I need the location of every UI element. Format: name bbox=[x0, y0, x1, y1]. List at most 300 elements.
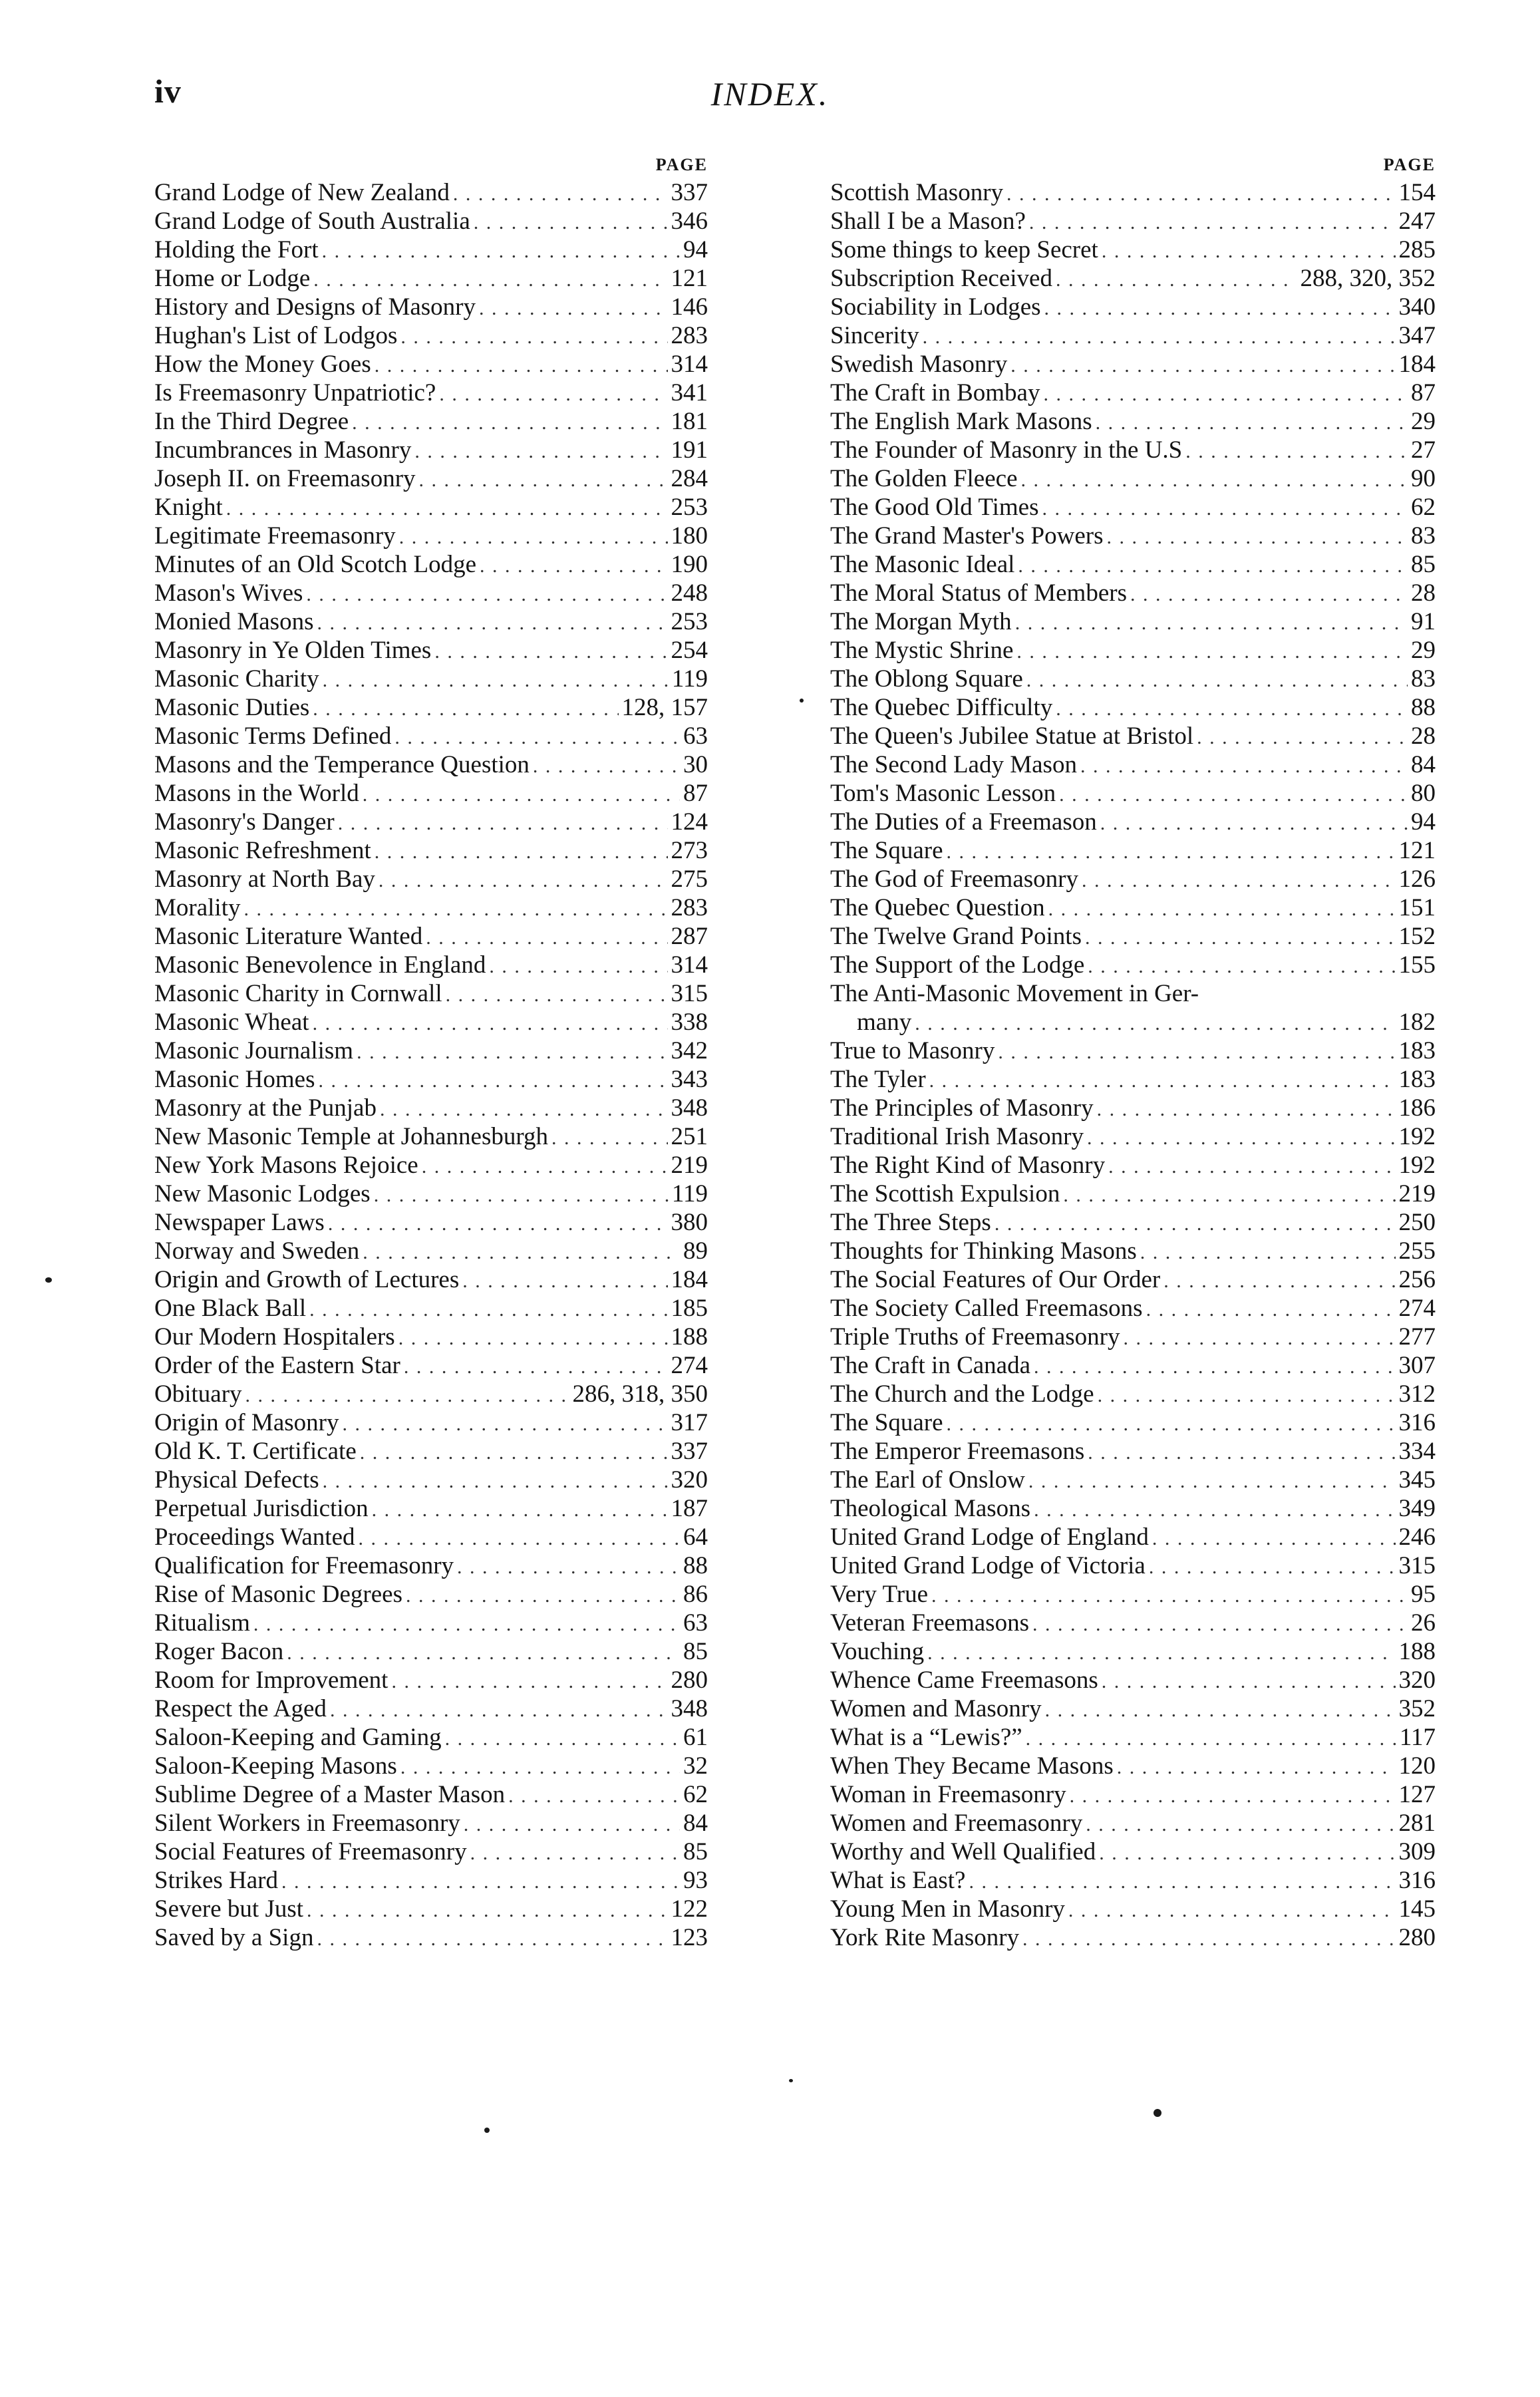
entry-page-number: 85 bbox=[683, 1838, 708, 1865]
index-entry bbox=[830, 1151, 1436, 1180]
dot-leader bbox=[1185, 437, 1408, 466]
entry-title: Veteran Freemasons bbox=[830, 1609, 1029, 1637]
entry-page-number: 254 bbox=[671, 637, 708, 664]
entry-page-number: 121 bbox=[671, 265, 708, 292]
entry-page-number: 250 bbox=[1398, 1209, 1436, 1236]
index-entry bbox=[154, 750, 708, 779]
dot-leader bbox=[309, 1295, 667, 1324]
entry-title: The Morgan Myth bbox=[830, 608, 1012, 635]
entry-page-number: 188 bbox=[1398, 1638, 1436, 1665]
entry-title: Our Modern Hospitalers bbox=[154, 1323, 395, 1351]
index-entry bbox=[154, 1580, 708, 1609]
dot-leader bbox=[313, 265, 667, 294]
entry-page-number: 87 bbox=[683, 780, 708, 807]
index-entry bbox=[830, 779, 1436, 808]
dot-leader bbox=[359, 1524, 680, 1553]
entry-page-number: 85 bbox=[683, 1638, 708, 1665]
entry-page-number: 154 bbox=[1398, 179, 1436, 206]
dot-leader bbox=[995, 1209, 1396, 1238]
dot-leader bbox=[1097, 1095, 1396, 1124]
index-entry bbox=[154, 1551, 708, 1580]
dot-leader bbox=[931, 1581, 1408, 1610]
dot-leader bbox=[363, 1238, 680, 1267]
entry-page-number: 145 bbox=[1398, 1895, 1436, 1923]
entry-page-number: 29 bbox=[1411, 408, 1436, 435]
index-entry bbox=[154, 1408, 708, 1437]
entry-page-number: 128, 157 bbox=[621, 694, 708, 721]
dot-leader bbox=[313, 1009, 668, 1038]
index-entry bbox=[830, 579, 1436, 607]
entry-page-number: 317 bbox=[671, 1409, 708, 1436]
entry-page-number: 338 bbox=[671, 1009, 708, 1036]
index-entry bbox=[830, 1723, 1436, 1752]
index-entry bbox=[830, 665, 1436, 693]
entry-title: How the Money Goes bbox=[154, 351, 371, 378]
index-entry bbox=[830, 264, 1436, 293]
entry-page-number: 309 bbox=[1398, 1838, 1436, 1865]
entry-title: Subscription Received bbox=[830, 265, 1052, 292]
entry-page-number: 146 bbox=[671, 293, 708, 321]
entry-page-number: 151 bbox=[1398, 894, 1436, 921]
dot-leader bbox=[338, 809, 668, 838]
entry-title: Swedish Masonry bbox=[830, 351, 1008, 378]
dot-leader bbox=[1028, 1467, 1396, 1496]
entry-title: The Scottish Expulsion bbox=[830, 1180, 1060, 1207]
entry-page-number: 28 bbox=[1411, 722, 1436, 750]
index-entry bbox=[154, 693, 708, 722]
dot-leader bbox=[1088, 1438, 1395, 1467]
entry-title: Masonry in Ye Olden Times bbox=[154, 637, 432, 664]
print-speck bbox=[800, 699, 804, 703]
entry-page-number: 119 bbox=[671, 1180, 708, 1207]
entry-title: One Black Ball bbox=[154, 1295, 307, 1322]
dot-leader bbox=[439, 380, 667, 408]
entry-page-number: 320 bbox=[1398, 1667, 1436, 1694]
index-column-right bbox=[830, 152, 1436, 1952]
dot-leader bbox=[1059, 780, 1408, 809]
index-entry bbox=[830, 722, 1436, 750]
entry-page-number: 182 bbox=[1398, 1009, 1436, 1036]
entry-title: Masonry's Danger bbox=[154, 808, 335, 836]
entry-page-number: 287 bbox=[671, 923, 708, 950]
entry-page-number: 90 bbox=[1411, 465, 1436, 492]
entry-page-number: 121 bbox=[1398, 837, 1436, 864]
index-entry bbox=[154, 1265, 708, 1294]
entry-title: Thoughts for Thinking Masons bbox=[830, 1237, 1137, 1265]
index-entry bbox=[154, 979, 708, 1008]
index-entry bbox=[830, 1294, 1436, 1323]
dot-leader bbox=[1087, 1124, 1396, 1152]
dot-leader bbox=[422, 1152, 668, 1181]
index-entry bbox=[830, 550, 1436, 579]
index-entry-list bbox=[154, 178, 708, 1952]
entry-page-number: 122 bbox=[671, 1895, 708, 1923]
index-entry bbox=[830, 1351, 1436, 1380]
index-entry bbox=[830, 1180, 1436, 1208]
entry-title: Tom's Masonic Lesson bbox=[830, 780, 1056, 807]
entry-page-number: 183 bbox=[1398, 1037, 1436, 1064]
entry-title: Minutes of an Old Scotch Lodge bbox=[154, 551, 476, 578]
dot-leader bbox=[1006, 180, 1395, 208]
entry-page-number: 64 bbox=[683, 1523, 708, 1551]
entry-title: What is East? bbox=[830, 1867, 966, 1894]
entry-title: The Second Lady Mason bbox=[830, 751, 1077, 778]
index-entry bbox=[830, 236, 1436, 264]
index-entry bbox=[154, 808, 708, 836]
index-entry bbox=[154, 464, 708, 493]
page-column-label: PAGE bbox=[1383, 155, 1436, 174]
index-entry bbox=[830, 1752, 1436, 1780]
index-entry bbox=[830, 1694, 1436, 1723]
entry-page-number: 334 bbox=[1398, 1438, 1436, 1465]
index-entry bbox=[154, 722, 708, 750]
dot-leader bbox=[1102, 237, 1396, 265]
entry-page-number: 280 bbox=[671, 1667, 708, 1694]
entry-page-number: 347 bbox=[1398, 322, 1436, 349]
entry-title: Masonic Terms Defined bbox=[154, 722, 392, 750]
entry-title: The Good Old Times bbox=[830, 494, 1039, 521]
dot-leader bbox=[419, 466, 668, 494]
dot-leader bbox=[1068, 1896, 1396, 1925]
dot-leader bbox=[1080, 752, 1408, 780]
index-entry bbox=[154, 1151, 708, 1180]
entry-page-number: 274 bbox=[671, 1352, 708, 1379]
entry-page-number: 314 bbox=[671, 951, 708, 979]
entry-title: Perpetual Jurisdiction bbox=[154, 1495, 369, 1522]
entry-page-number: 89 bbox=[683, 1237, 708, 1265]
entry-page-number: 192 bbox=[1398, 1123, 1436, 1150]
index-entry bbox=[154, 1752, 708, 1780]
index-entry bbox=[154, 951, 708, 979]
dot-leader bbox=[1102, 1667, 1396, 1696]
page-number: iv bbox=[154, 73, 182, 110]
entry-title: Origin and Growth of Lectures bbox=[154, 1266, 460, 1293]
dot-leader bbox=[998, 1038, 1395, 1066]
dot-leader bbox=[319, 1066, 668, 1095]
index-entry bbox=[154, 1809, 708, 1838]
index-entry bbox=[830, 1609, 1436, 1637]
entry-title: Masons and the Temperance Question bbox=[154, 751, 530, 778]
dot-leader bbox=[317, 609, 667, 637]
index-entry bbox=[154, 1180, 708, 1208]
entry-title: Sociability in Lodges bbox=[830, 293, 1041, 321]
dot-leader bbox=[1043, 380, 1408, 408]
index-entry bbox=[154, 1237, 708, 1265]
index-entry bbox=[154, 1294, 708, 1323]
dot-leader bbox=[394, 723, 680, 752]
index-entry bbox=[830, 464, 1436, 493]
entry-title: The Quebec Question bbox=[830, 894, 1045, 921]
entry-page-number: 85 bbox=[1411, 551, 1436, 578]
dot-leader bbox=[1099, 1839, 1395, 1867]
entry-title: Rise of Masonic Degrees bbox=[154, 1581, 402, 1608]
dot-leader bbox=[1098, 1381, 1396, 1410]
dot-leader bbox=[1056, 695, 1408, 723]
dot-leader bbox=[374, 1181, 669, 1209]
index-entry bbox=[830, 493, 1436, 522]
entry-page-number: 274 bbox=[1398, 1295, 1436, 1322]
dot-leader bbox=[1100, 809, 1408, 838]
entry-page-number: 191 bbox=[671, 436, 708, 464]
dot-leader bbox=[328, 1209, 668, 1238]
entry-title: The Golden Fleece bbox=[830, 465, 1018, 492]
index-entry bbox=[830, 407, 1436, 436]
dot-leader bbox=[1032, 1610, 1408, 1639]
entry-title-continued: many bbox=[857, 1009, 912, 1036]
entry-title: Is Freemasonry Unpatriotic? bbox=[154, 379, 436, 406]
entry-page-number: 348 bbox=[671, 1695, 708, 1722]
entry-title: Legitimate Freemasonry bbox=[154, 522, 396, 550]
entry-page-number: 247 bbox=[1398, 208, 1436, 235]
entry-title: Very True bbox=[830, 1581, 928, 1608]
index-entry bbox=[154, 236, 708, 264]
index-entry bbox=[154, 321, 708, 350]
dot-leader bbox=[1086, 1810, 1395, 1839]
dot-leader bbox=[1026, 666, 1408, 695]
entry-title: Scottish Masonry bbox=[830, 179, 1004, 206]
entry-title: The Anti-Masonic Movement in Ger- bbox=[830, 980, 1199, 1007]
dot-leader bbox=[1085, 923, 1396, 952]
entry-page-number: 120 bbox=[1398, 1752, 1436, 1780]
index-entry bbox=[154, 665, 708, 693]
entry-page-number: 124 bbox=[671, 808, 708, 836]
index-entry bbox=[154, 1122, 708, 1151]
entry-page-number: 343 bbox=[671, 1066, 708, 1093]
dot-leader bbox=[342, 1410, 667, 1438]
entry-page-number: 30 bbox=[683, 751, 708, 778]
index-entry bbox=[830, 607, 1436, 636]
entry-title: Young Men in Masonry bbox=[830, 1895, 1065, 1923]
print-speck bbox=[1154, 2109, 1161, 2117]
entry-title: Ritualism bbox=[154, 1609, 250, 1637]
entry-page-number: 63 bbox=[683, 722, 708, 750]
index-entry bbox=[830, 1466, 1436, 1494]
entry-title: Masonic Refreshment bbox=[154, 837, 371, 864]
dot-leader bbox=[360, 1438, 668, 1467]
index-entry bbox=[154, 579, 708, 607]
entry-page-number: 127 bbox=[1398, 1781, 1436, 1808]
index-entry bbox=[154, 493, 708, 522]
entry-title: Traditional Irish Masonry bbox=[830, 1123, 1084, 1150]
entry-title: Sublime Degree of a Master Mason bbox=[154, 1781, 506, 1808]
dot-leader bbox=[306, 580, 667, 609]
dot-leader bbox=[357, 1038, 667, 1066]
entry-page-number: 88 bbox=[1411, 694, 1436, 721]
index-entry bbox=[830, 178, 1436, 207]
entry-page-number: 340 bbox=[1398, 293, 1436, 321]
dot-leader bbox=[479, 294, 667, 323]
dot-leader bbox=[1140, 1238, 1396, 1267]
entry-title: Some things to keep Secret bbox=[830, 236, 1098, 263]
index-entry bbox=[830, 1408, 1436, 1437]
entry-title: Social Features of Freemasonry bbox=[154, 1838, 467, 1865]
entry-title: Strikes Hard bbox=[154, 1867, 278, 1894]
dot-leader bbox=[446, 981, 668, 1009]
entry-page-number: 86 bbox=[683, 1581, 708, 1608]
entry-title: The Support of the Lodge bbox=[830, 951, 1085, 979]
entry-title: The Twelve Grand Points bbox=[830, 923, 1082, 950]
entry-page-number: 190 bbox=[671, 551, 708, 578]
dot-leader bbox=[404, 1353, 668, 1381]
entry-title: Whence Came Freemasons bbox=[830, 1667, 1098, 1694]
index-entry bbox=[830, 750, 1436, 779]
index-entry bbox=[830, 1380, 1436, 1408]
index-entry bbox=[154, 1208, 708, 1237]
dot-leader bbox=[1026, 1724, 1396, 1753]
entry-title: The Quebec Difficulty bbox=[830, 694, 1053, 721]
entry-title: Woman in Freemasonry bbox=[830, 1781, 1066, 1808]
dot-leader bbox=[1063, 1181, 1395, 1209]
dot-leader bbox=[927, 1639, 1395, 1667]
entry-page-number: 155 bbox=[1398, 951, 1436, 979]
dot-leader bbox=[1108, 1152, 1395, 1181]
dot-leader bbox=[434, 637, 667, 666]
dot-leader bbox=[453, 180, 668, 208]
entry-page-number: 84 bbox=[683, 1810, 708, 1837]
dot-leader bbox=[1016, 637, 1408, 666]
entry-page-number: 316 bbox=[1398, 1409, 1436, 1436]
index-entry bbox=[830, 1323, 1436, 1351]
dot-leader bbox=[1056, 265, 1297, 294]
index-entry bbox=[154, 1008, 708, 1037]
index-column-left bbox=[154, 152, 708, 1952]
entry-page-number: 26 bbox=[1411, 1609, 1436, 1637]
entry-title: Norway and Sweden bbox=[154, 1237, 360, 1265]
dot-leader bbox=[281, 1867, 680, 1896]
entry-page-number: 281 bbox=[1398, 1810, 1436, 1837]
dot-leader bbox=[243, 895, 667, 923]
entry-title: New Masonic Temple at Johannesburgh bbox=[154, 1123, 549, 1150]
entry-title: Women and Freemasonry bbox=[830, 1810, 1083, 1837]
index-entry bbox=[830, 1494, 1436, 1523]
entry-title: Morality bbox=[154, 894, 241, 921]
print-speck bbox=[484, 2128, 490, 2133]
dot-leader bbox=[400, 1753, 680, 1782]
index-entry bbox=[154, 407, 708, 436]
dot-leader bbox=[1149, 1553, 1396, 1581]
entry-title: Saved by a Sign bbox=[154, 1924, 314, 1951]
entry-title: Shall I be a Mason? bbox=[830, 208, 1026, 235]
entry-page-number: 346 bbox=[671, 208, 708, 235]
entry-page-number: 315 bbox=[671, 980, 708, 1007]
entry-title: The God of Freemasonry bbox=[830, 866, 1078, 893]
entry-title: Masonry at the Punjab bbox=[154, 1094, 377, 1122]
entry-title: Saloon-Keeping Masons bbox=[154, 1752, 397, 1780]
entry-page-number: 342 bbox=[671, 1037, 708, 1064]
entry-page-number: 91 bbox=[1411, 608, 1436, 635]
entry-title: Proceedings Wanted bbox=[154, 1523, 355, 1551]
entry-page-number: 32 bbox=[683, 1752, 708, 1780]
index-entry bbox=[830, 522, 1436, 550]
dot-leader bbox=[1152, 1524, 1396, 1553]
dot-leader bbox=[426, 923, 667, 952]
entry-page-number: 63 bbox=[683, 1609, 708, 1637]
entry-page-number: 253 bbox=[671, 494, 708, 521]
dot-leader bbox=[313, 695, 618, 723]
dot-leader bbox=[1034, 1353, 1395, 1381]
dot-leader bbox=[947, 1410, 1396, 1438]
entry-title: In the Third Degree bbox=[154, 408, 349, 435]
dot-leader bbox=[372, 1496, 668, 1524]
index-entry bbox=[830, 293, 1436, 321]
page-column-label: PAGE bbox=[655, 155, 708, 174]
index-entry bbox=[830, 436, 1436, 464]
index-entry bbox=[154, 1838, 708, 1866]
index-entry bbox=[830, 693, 1436, 722]
dot-leader bbox=[1146, 1295, 1396, 1324]
dot-leader bbox=[398, 1324, 668, 1353]
entry-title: The Mystic Shrine bbox=[830, 637, 1014, 664]
index-entry bbox=[154, 636, 708, 665]
index-entry bbox=[830, 1780, 1436, 1809]
entry-page-number: 184 bbox=[671, 1266, 708, 1293]
entry-page-number: 253 bbox=[671, 608, 708, 635]
entry-title: Joseph II. on Freemasonry bbox=[154, 465, 416, 492]
index-entry bbox=[154, 865, 708, 893]
entry-title: Masons in the World bbox=[154, 780, 359, 807]
dot-leader bbox=[352, 408, 667, 437]
index-entry bbox=[830, 1580, 1436, 1609]
entry-page-number: 307 bbox=[1398, 1352, 1436, 1379]
index-entry bbox=[830, 1437, 1436, 1466]
dot-leader bbox=[226, 494, 668, 523]
index-entry-continuation bbox=[830, 1008, 1436, 1037]
index-entry bbox=[830, 1637, 1436, 1666]
dot-leader bbox=[1096, 408, 1408, 437]
entry-title: Grand Lodge of South Australia bbox=[154, 208, 470, 235]
entry-title: Physical Defects bbox=[154, 1466, 319, 1494]
index-entry bbox=[154, 379, 708, 407]
entry-page-number: 83 bbox=[1411, 522, 1436, 550]
index-entry bbox=[154, 1065, 708, 1094]
entry-title: New Masonic Lodges bbox=[154, 1180, 371, 1207]
index-entry bbox=[154, 1694, 708, 1723]
index-entry bbox=[830, 1094, 1436, 1122]
entry-page-number: 88 bbox=[683, 1552, 708, 1579]
entry-title: Hughan's List of Lodgos bbox=[154, 322, 398, 349]
entry-title: Roger Bacon bbox=[154, 1638, 284, 1665]
entry-title: United Grand Lodge of Victoria bbox=[830, 1552, 1146, 1579]
entry-page-number: 312 bbox=[1398, 1380, 1436, 1408]
entry-title: Sincerity bbox=[830, 322, 919, 349]
index-entry bbox=[154, 1323, 708, 1351]
index-entry bbox=[154, 1494, 708, 1523]
entry-page-number: 94 bbox=[1411, 808, 1436, 836]
dot-leader bbox=[253, 1610, 680, 1639]
dot-leader bbox=[551, 1124, 667, 1152]
entry-page-number: 84 bbox=[1411, 751, 1436, 778]
entry-title: Obituary bbox=[154, 1380, 242, 1408]
entry-page-number: 61 bbox=[683, 1724, 708, 1751]
index-entry bbox=[830, 893, 1436, 922]
entry-title: The Queen's Jubilee Statue at Bristol bbox=[830, 722, 1194, 750]
entry-title: Mason's Wives bbox=[154, 579, 303, 607]
index-entry bbox=[154, 350, 708, 379]
entry-title: What is a “Lewis?” bbox=[830, 1724, 1022, 1751]
entry-title: Triple Truths of Freemasonry bbox=[830, 1323, 1120, 1351]
entry-title: The Moral Status of Members bbox=[830, 579, 1127, 607]
entry-page-number: 283 bbox=[671, 894, 708, 921]
entry-title: The Principles of Masonry bbox=[830, 1094, 1094, 1122]
entry-title: The Earl of Onslow bbox=[830, 1466, 1025, 1494]
entry-title: Holding the Fort bbox=[154, 236, 319, 263]
entry-page-number: 314 bbox=[671, 351, 708, 378]
entry-page-number: 277 bbox=[1398, 1323, 1436, 1351]
dot-leader bbox=[1018, 552, 1408, 580]
entry-title: Knight bbox=[154, 494, 223, 521]
entry-page-number: 181 bbox=[671, 408, 708, 435]
dot-leader bbox=[380, 1095, 668, 1124]
